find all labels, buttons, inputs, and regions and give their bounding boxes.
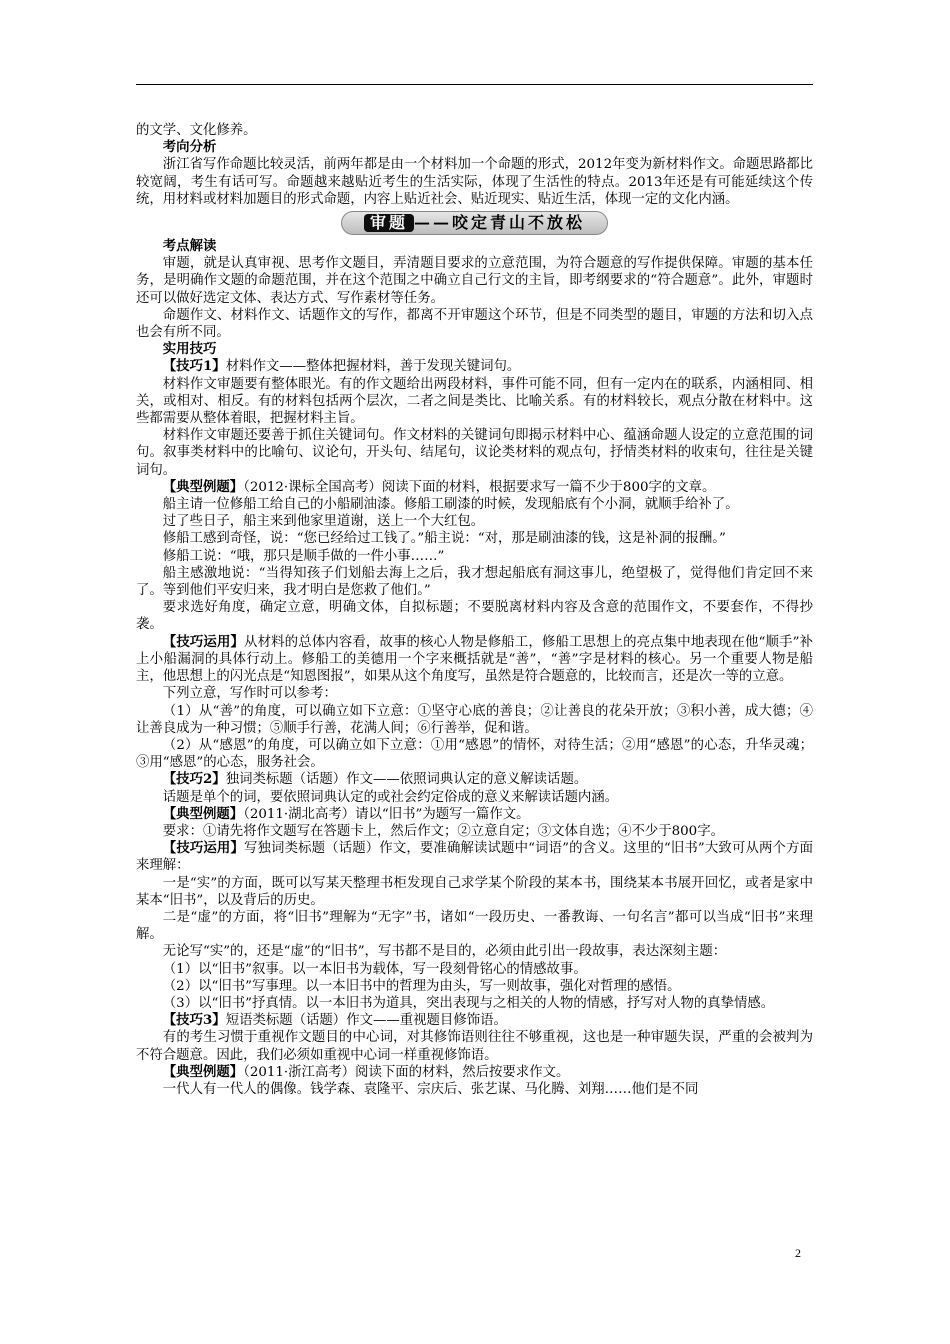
banner-keyword: 审题 [364, 214, 414, 231]
usage-text: 写独词类标题（话题）作文，要准确解读试题中“词语”的含义。这里的“旧书”大致可从两个方面来理解： [136, 841, 813, 874]
tip-label: 【技巧2】 [162, 771, 226, 788]
header-rule [136, 84, 813, 85]
banner-box [341, 211, 608, 235]
paragraph: 要求：①请先将作文题写在答题卡上，然后作文；②立意自定；③文体自选；④不少于800字。 [162, 823, 724, 839]
paragraph [136, 634, 813, 686]
paragraph [136, 840, 813, 874]
tip-label: 【技巧3】 [162, 1012, 226, 1029]
paragraph: 要求选好角度，确定立意，明确文体，自拟标题；不要脱离材料内容及含意的范围作文，不要套作，不得抄袭。 [136, 600, 813, 633]
paragraph: 命题作文、材料作文、话题作文的写作，都离不开审题这个环节，但是不同类型的题目，审题的方法和切入点也会有所不同。 [136, 307, 813, 341]
section-banner [136, 208, 813, 238]
paragraph: 修船工说：“哦，那只是顺手做的一件小事……” [162, 548, 445, 564]
paragraph [136, 771, 813, 788]
paragraph: （3）以“旧书”抒真情。以一本旧书为道具，突出表现与之相关的人物的情感，抒写对人物的真挚情感。 [162, 995, 775, 1011]
paragraph: （2）以“旧书”写事理。以一本旧书中的哲理为由头，写一则故事，强化对哲理的感悟。 [162, 978, 681, 994]
paragraph: 浙江省写作命题比较灵活，前两年都是由一个材料加一个命题的形式，2012年变为新材料作文。命题思路都比较宽阔，考生有话可写。命题越来越贴近考生的生活实际，体现了生活性的特点。2013年还是有可能延续这个传统，用材料或材料加题目的形式命题，内容上贴近社会、贴近现实、贴近生活，体现一定的文化内涵。 [136, 157, 813, 207]
section-heading: 考点解读 [162, 238, 217, 255]
paragraph: 无论写“实”的，还是“虚”的“旧书”，写书都不是目的，必须由此引出一段故事，表达深刻主题： [162, 944, 727, 960]
paragraph: 话题是单个的词，要依照词典认定的或社会约定俗成的意义来解读话题内涵。 [162, 789, 619, 805]
paragraph: 船主感激地说：“当得知孩子们划船去海上之后，我才想起船底有洞这事儿，绝望极了，觉得他们肯定回不来了。等到他们平安归来，我才明白是您救了他们。” [136, 565, 813, 599]
paragraph: 材料作文审题要有整体眼光。有的作文题给出两段材料，事件可能不同，但有一定内在的联系，内涵相同、相关，或相对、相反。有的材料包括两个层次，二者之间是类比、比喻关系。有的材料较长，观点分散在材料中。这些都需要从整体着眼，把握材料主旨。 [136, 376, 813, 427]
paragraph [136, 1064, 813, 1081]
section-heading: 考向分析 [162, 139, 217, 156]
tip-text: 短语类标题（话题）作文——重视题目修饰语。 [225, 1013, 507, 1029]
banner-subtitle: ——咬定青山不放松 [414, 213, 586, 233]
usage-text: 从材料的总体内容看，故事的核心人物是修船工，修船工思想上的亮点集中地表现在他“顺手”补上小船漏洞的具体行动上。修船工的美德用一个字来概括就是“善”，“善”字是材料的核心。另一个重要人物是船主，他思想上的闪光点是“知恩图报”，如果从这个角度写，虽然是符合题意的，比较而言，还是次一等的立意。 [136, 634, 813, 685]
tip-text: 材料作文——整体把握材料，善于发现关键词句。 [225, 359, 521, 375]
page-number: 2 [795, 1246, 801, 1260]
paragraph: 修船工感到奇怪，说：“您已经给过工钱了。”船主说：“对，那是刷油漆的钱，这是补洞的报酬。” [162, 531, 726, 547]
paragraph [136, 479, 813, 496]
paragraph: 船主请一位修船工给自己的小船刷油漆。修船工刷漆的时候，发现船底有个小洞，就顺手给补了。 [162, 497, 739, 513]
example-text: （2011·湖北高考）请以“旧书”为题写一篇作文。 [243, 806, 530, 822]
paragraph [136, 806, 813, 823]
usage-label: 【技巧运用】 [162, 840, 244, 857]
paragraph [136, 1012, 813, 1029]
paragraph: 二是“虚”的方面，将“旧书”理解为“无字”书，诸如“一段历史、一番教诲、一句名言”都可以当成“旧书”来理解。 [136, 909, 813, 943]
example-text: （2012·课标全国高考）阅读下面的材料，根据要求写一篇不少于800字的文章。 [243, 479, 716, 495]
paragraph: （1）以“旧书”叙事。以一本旧书为载体，写一段刻骨铭心的情感故事。 [162, 961, 587, 977]
example-text: （2011·浙江高考）阅读下面的材料，然后按要求作文。 [243, 1064, 570, 1080]
paragraph: 下列立意，写作时可以参考： [162, 686, 337, 702]
paragraph: 有的考生习惯于重视作文题目的中心词，对其修饰语则往往不够重视，这也是一种审题失误，严重的会被判为不符合题意。因此，我们必须如重视中心词一样重视修饰语。 [136, 1030, 813, 1063]
tip-text: 独词类标题（话题）作文——依照词典认定的意义解读话题。 [225, 772, 588, 788]
paragraph: 一是“实”的方面，既可以写某天整理书柜发现自己求学某个阶段的某本书，围绕某本书展开回忆，或者是家中某本“旧书”，以及背后的历史。 [136, 875, 813, 908]
paragraph [136, 358, 813, 375]
paragraph: 过了些日子，船主来到他家里道谢，送上一个大红包。 [162, 514, 485, 530]
example-label: 【典型例题】 [162, 478, 244, 495]
tip-label: 【技巧1】 [162, 358, 226, 375]
paragraph: 材料作文审题还要善于抓住关键词句。作文材料的关键词句即揭示材料中心、蕴涵命题人设定的立意范围的词句。叙事类材料中的比喻句、议论句，开头句、结尾句，议论类材料的观点句，抒情类材料的收束句，往往是关键词句。 [136, 428, 813, 478]
paragraph: 一代人有一代人的偶像。钱学森、袁隆平、宗庆后、张艺谋、马化腾、刘翔……他们是不同 [162, 1081, 699, 1097]
section-heading: 实用技巧 [162, 341, 217, 358]
paragraph: （1）从“善”的角度，可以确立如下立意：①坚守心底的善良；②让善良的花朵开放；③积小善，成大德；④让善良成为一种习惯；⑤顺手行善，花满人间；⑥行善举，促和谐。 [136, 703, 813, 736]
paragraph: 审题，就是认真审视、思考作文题目，弄清题目要求的立意范围，为符合题意的写作提供保障。审题的基本任务，是明确作文题的命题范围，并在这个范围之中确立自己行文的主旨，即考纲要求的“符合题意”。此外，审题时还可以做好选定文体、表达方式、写作素材等任务。 [136, 256, 813, 306]
paragraph: 的文学、文化修养。 [136, 123, 257, 138]
paragraph: （2）从“感恩”的角度，可以确立如下立意：①用“感恩”的情怀，对待生活；②用“感恩”的心态，升华灵魂；③用“感恩”的心态，服务社会。 [136, 737, 813, 771]
usage-label: 【技巧运用】 [162, 633, 245, 650]
example-label: 【典型例题】 [162, 805, 244, 822]
document-body [136, 122, 813, 1098]
example-label: 【典型例题】 [162, 1063, 244, 1080]
